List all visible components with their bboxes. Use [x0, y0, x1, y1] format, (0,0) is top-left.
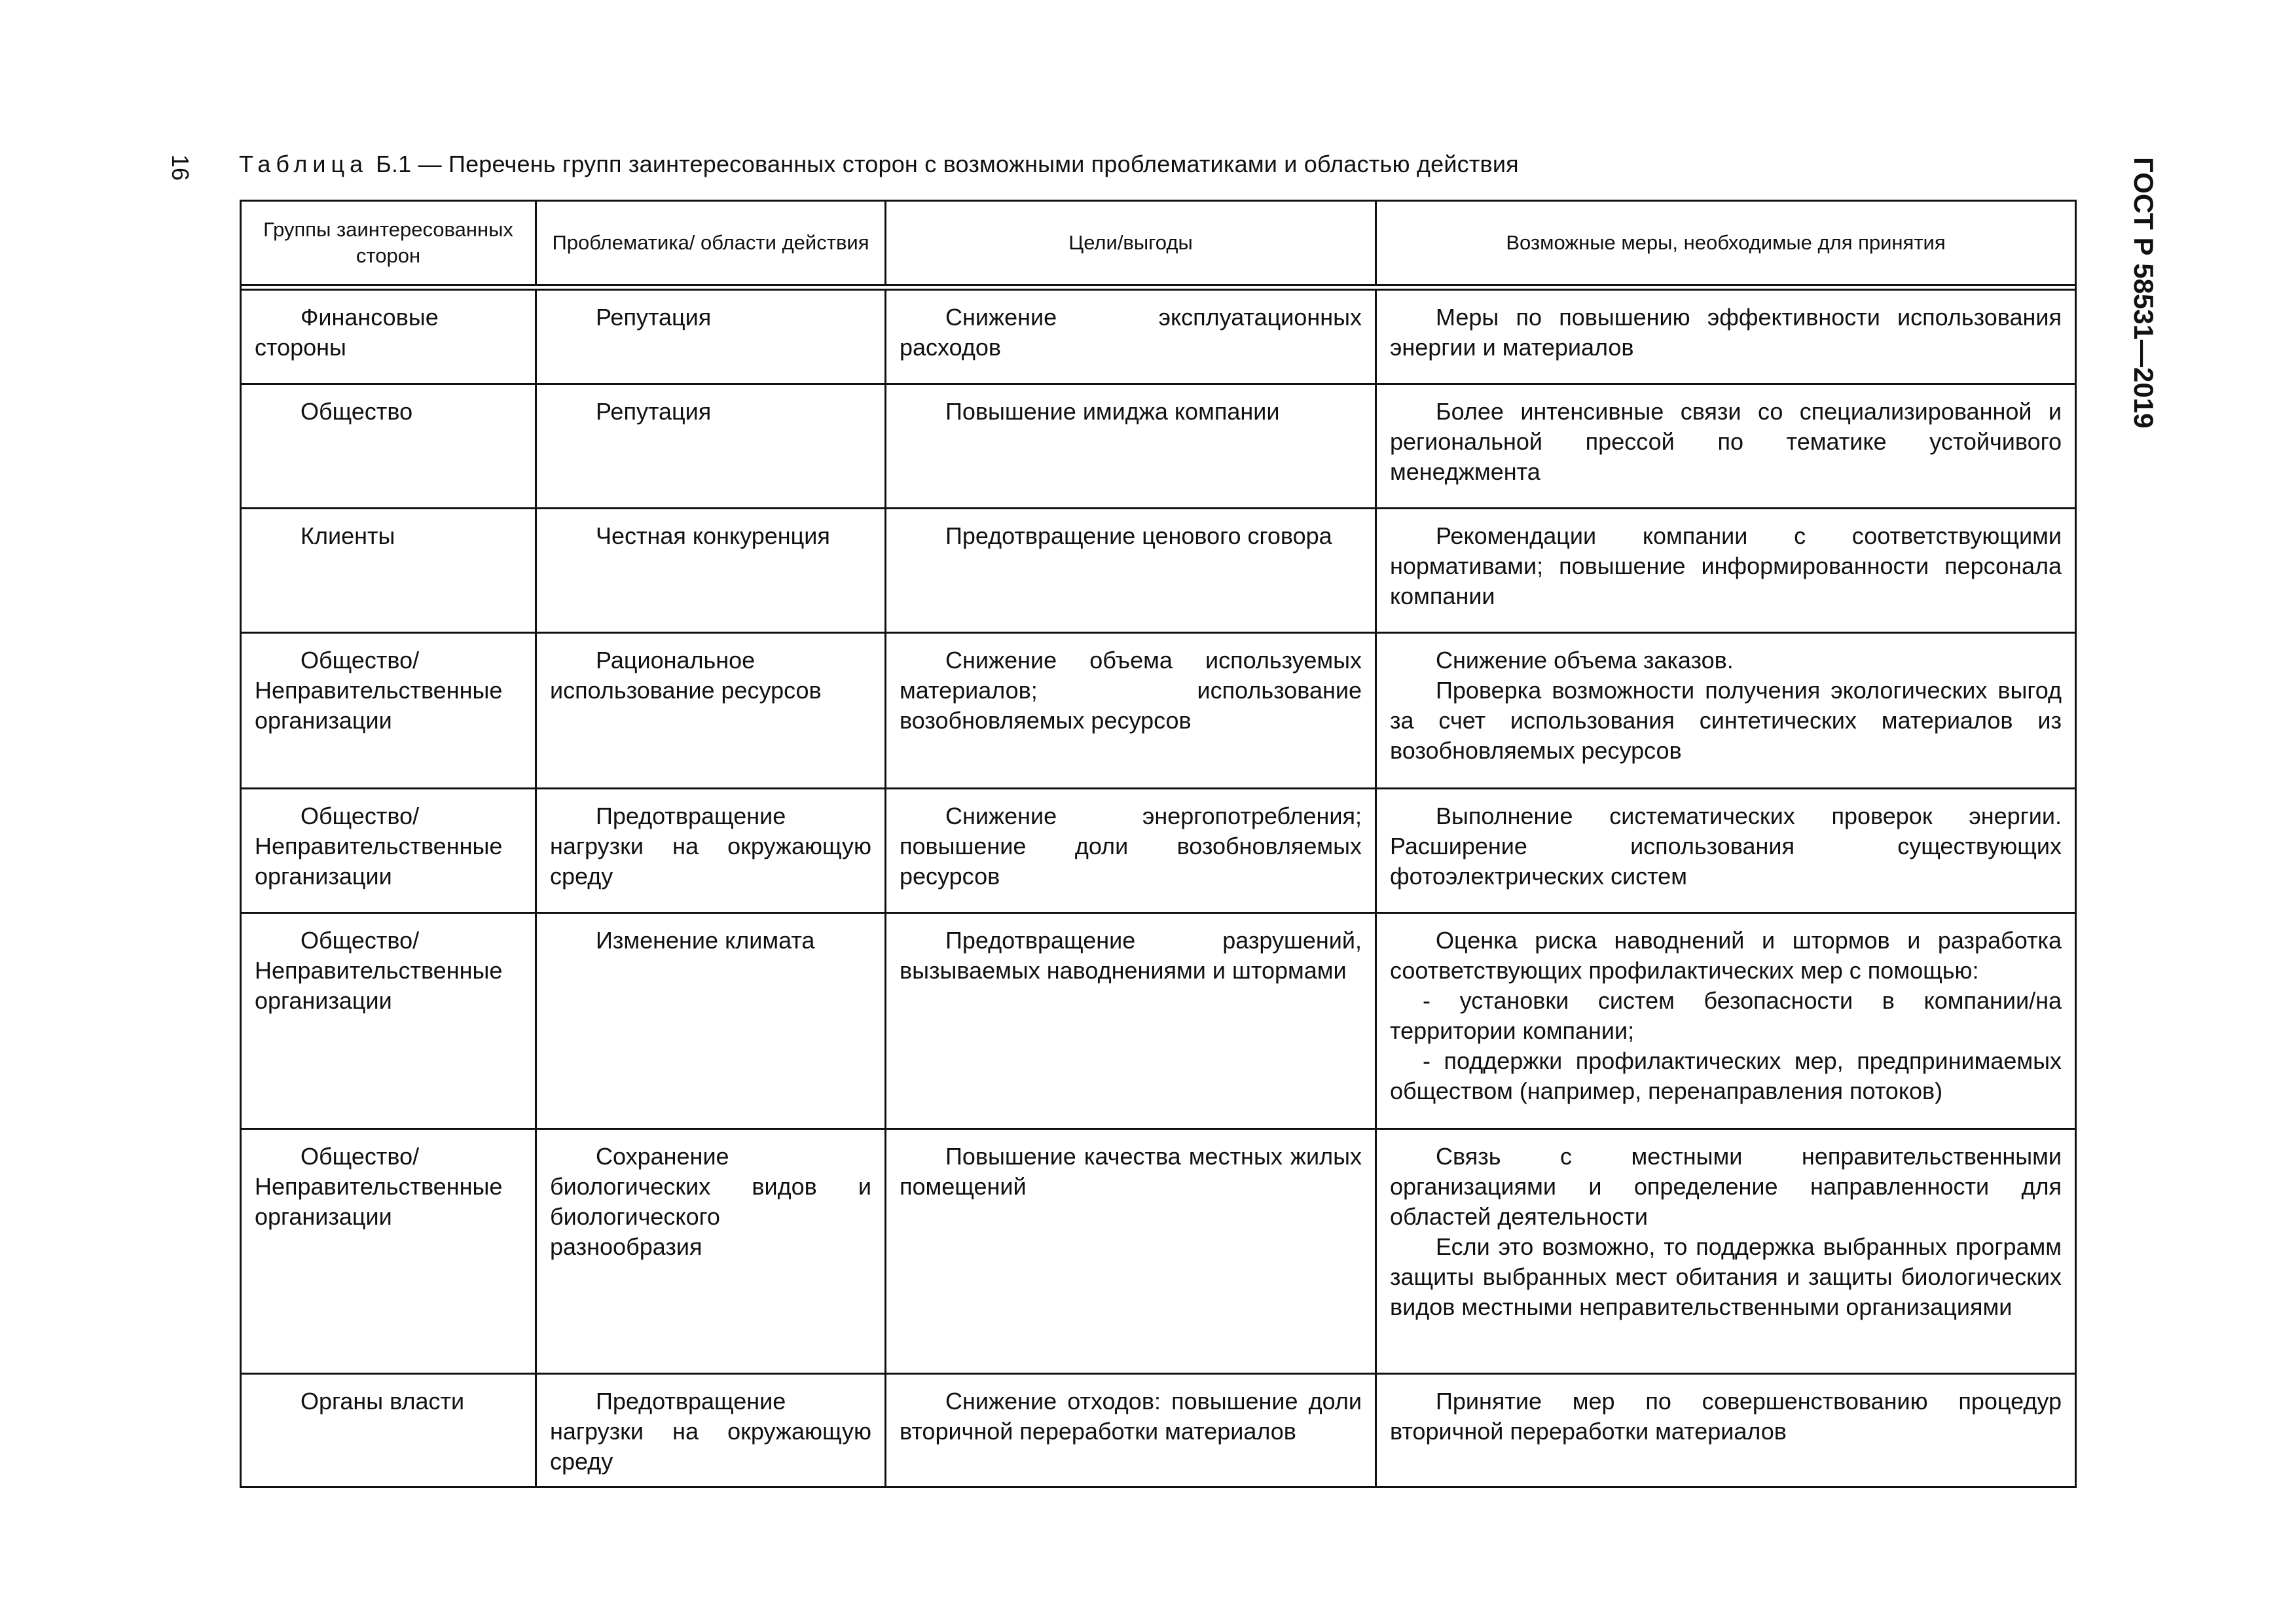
cell-issue: [536, 1374, 886, 1487]
cell-goal: [886, 290, 1376, 384]
cell-goal-text: Повышение качества местных жилых помещений: [900, 1143, 1362, 1200]
cell-issue-text: Предотвращение нагрузки на окружающую среду: [550, 803, 871, 890]
cell-goal-text: Снижение эксплуатационных расходов: [900, 304, 1362, 361]
cell-group: [241, 384, 536, 509]
measure-paragraph: Принятие мер по совершенствованию процедур вторичной переработки материалов: [1390, 1388, 2062, 1445]
header-goals: Цели/выгоды: [886, 201, 1376, 285]
cell-group: [241, 1129, 536, 1374]
measure-paragraph: Выполнение систематических проверок энергии. Расширение использования существующих фотоэлектрических систем: [1390, 803, 2062, 890]
cell-goal-text: Снижение объема используемых материалов; использование возобновляемых ресурсов: [900, 647, 1362, 734]
table-row: [241, 290, 2076, 384]
table-row: [241, 789, 2076, 913]
cell-group: [241, 789, 536, 913]
cell-goal-text: Повышение имиджа компании: [945, 398, 1280, 425]
header-gap: [241, 285, 2076, 290]
cell-issue: [536, 509, 886, 633]
cell-issue-text: Честная конкуренция: [596, 522, 830, 549]
document-code: ГОСТ Р 58531—2019: [2128, 157, 2159, 429]
page-number: 16: [167, 154, 194, 181]
cell-goal-text: Снижение отходов: повышение доли вторичной переработки материалов: [900, 1388, 1362, 1445]
cell-measures: [1376, 384, 2076, 509]
cell-group-text: Клиенты: [301, 522, 395, 549]
cell-issue-text: Репутация: [596, 304, 712, 331]
cell-goal: [886, 384, 1376, 509]
cell-group: [241, 633, 536, 789]
measure-paragraph: Проверка возможности получения экологических выгод за счет использования синтетических материалов из возобновляемых ресурсов: [1390, 677, 2062, 764]
cell-measures: [1376, 1374, 2076, 1487]
measure-paragraph: Более интенсивные связи со специализированной и региональной прессой по тематике устойчивого менеджмента: [1390, 398, 2062, 485]
table-row: [241, 1374, 2076, 1487]
cell-issue: [536, 1129, 886, 1374]
cell-measures: [1376, 1129, 2076, 1374]
cell-group: [241, 1374, 536, 1487]
cell-issue-text: Сохранение биологических видов и биологического разнообразия: [550, 1143, 871, 1260]
header-gap-row: [241, 285, 2076, 290]
cell-issue: [536, 290, 886, 384]
table-row: [241, 384, 2076, 509]
cell-goal-text: Предотвращение разрушений, вызываемых наводнениями и штормами: [900, 927, 1362, 984]
table-caption-text: Б.1 — Перечень групп заинтересованных сторон с возможными проблематиками и областью действия: [376, 151, 1519, 177]
cell-group: [241, 913, 536, 1129]
cell-group-text: Общество: [301, 398, 413, 425]
stakeholder-table: [240, 200, 2077, 1488]
cell-group-text: Общество/ Неправительственные организации: [255, 647, 503, 734]
table-row: [241, 633, 2076, 789]
cell-group-text: Органы власти: [301, 1388, 465, 1415]
cell-measures: [1376, 290, 2076, 384]
cell-goal-text: Предотвращение ценового сговора: [945, 522, 1332, 549]
cell-issue-text: Изменение климата: [596, 927, 815, 954]
table-caption-label: Таблица: [239, 151, 369, 177]
cell-issue: [536, 384, 886, 509]
measure-paragraph: Если это возможно, то поддержка выбранных программ защиты выбранных мест обитания и защиты биологических видов местными неправительственными организациями: [1390, 1233, 2062, 1320]
cell-group-text: Общество/ Неправительственные организации: [255, 803, 503, 890]
cell-group-text: Финансовые стороны: [255, 304, 439, 361]
header-measures: Возможные меры, необходимые для принятия: [1376, 201, 2076, 285]
measure-paragraph: - поддержки профилактических мер, предпринимаемых обществом (например, перенаправления потоков): [1390, 1047, 2062, 1104]
table-caption: [239, 151, 1519, 178]
measure-paragraph: Связь с местными неправительственными организациями и определение направленности для областей деятельности: [1390, 1143, 2062, 1230]
cell-measures: [1376, 913, 2076, 1129]
cell-issue: [536, 913, 886, 1129]
measure-paragraph: Рекомендации компании с соответствующими нормативами; повышение информированности персонала компании: [1390, 522, 2062, 609]
cell-goal-text: Снижение энергопотребления; повышение доли возобновляемых ресурсов: [900, 803, 1362, 890]
cell-goal: [886, 789, 1376, 913]
cell-group-text: Общество/ Неправительственные организации: [255, 927, 503, 1014]
table-header-row: [241, 201, 2076, 285]
cell-group: [241, 290, 536, 384]
cell-goal: [886, 1129, 1376, 1374]
cell-measures: [1376, 789, 2076, 913]
cell-goal: [886, 633, 1376, 789]
cell-group-text: Общество/ Неправительственные организации: [255, 1143, 503, 1230]
table-row: [241, 913, 2076, 1129]
table-row: [241, 1129, 2076, 1374]
measure-paragraph: - установки систем безопасности в компании/на территории компании;: [1390, 987, 2062, 1044]
header-issues: Проблематика/ области действия: [536, 201, 886, 285]
cell-goal: [886, 509, 1376, 633]
cell-group: [241, 509, 536, 633]
cell-issue-text: Рациональное использование ресурсов: [550, 647, 822, 704]
cell-issue-text: Репутация: [596, 398, 712, 425]
header-groups: Группы заинтересованных сторон: [241, 201, 536, 285]
cell-goal: [886, 913, 1376, 1129]
cell-measures: [1376, 633, 2076, 789]
cell-measures: [1376, 509, 2076, 633]
measure-paragraph: Снижение объема заказов.: [1436, 647, 1734, 674]
cell-issue-text: Предотвращение нагрузки на окружающую среду: [550, 1388, 871, 1475]
cell-issue: [536, 633, 886, 789]
measure-paragraph: Меры по повышению эффективности использования энергии и материалов: [1390, 304, 2062, 361]
table-row: [241, 509, 2076, 633]
cell-goal: [886, 1374, 1376, 1487]
cell-issue: [536, 789, 886, 913]
measure-paragraph: Оценка риска наводнений и штормов и разработка соответствующих профилактических мер с помощью:: [1390, 927, 2062, 984]
